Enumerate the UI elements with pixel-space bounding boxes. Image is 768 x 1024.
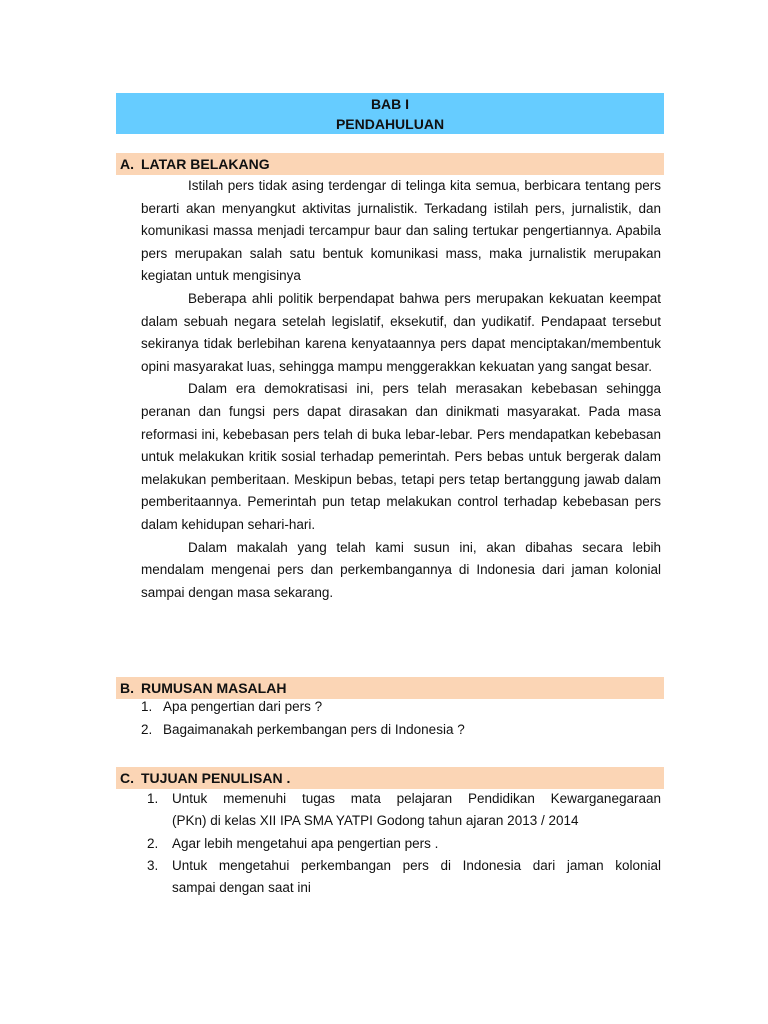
paragraph: Dalam makalah yang telah kami susun ini, akan dibahas secara lebih mendalam mengenai pers dan perkembangannya di Indonesia dari jaman kolonial sampai dengan masa sekarang. [141, 539, 661, 600]
list-number: 3. [147, 858, 159, 873]
list-number: 1. [147, 791, 159, 806]
list-text-line: Agar lebih mengetahui apa pengertian pers . [172, 836, 439, 851]
list-text-line: sampai dengan saat ini [172, 880, 311, 895]
list-text-line: (PKn) di kelas XII IPA SMA YATPI Godong tahun ajaran 2013 / 2014 [172, 813, 579, 828]
section-title: RUMUSAN MASALAH [141, 680, 287, 696]
list-text: Apa pengertian dari pers ? [163, 699, 323, 714]
list-text-line: Untuk memenuhi tugas mata pelajaran Pendidikan Kewarganegaraan [172, 791, 661, 806]
section-title: TUJUAN PENULISAN . [141, 770, 291, 786]
paragraph: Istilah pers tidak asing terdengar di telinga kita semua, berbicara tentang pers berarti akan menyangkut aktivitas jurnalistik. Terkadang istilah pers, jurnalistik, dan komunikasi massa menjadi tercampur baur dan saling tertukar pengertiannya. Apabila pers merupakan salah satu bentuk komunikasi mass, maka jurnalistik merupakan kegiatan untuk mengisinya [141, 178, 661, 284]
list-item [147, 788, 661, 834]
section-a-body [141, 175, 661, 604]
list-number: 1. [141, 699, 153, 714]
paragraph: Beberapa ahli politik berpendapat bahwa pers merupakan kekuatan keempat dalam sebuah negara setelah legislatif, eksekutif, dan yudikatif. Pendapaat tersebut sekiranya tidak berlebihan karena kenyataannya pers dapat menciptakan/membentuk opini masyarakat luas, sehingga mampu menggerakkan kekuatan yang sangat besar. [141, 290, 661, 374]
section-a-heading [116, 153, 664, 175]
chapter-title: PENDAHULUAN [335, 116, 445, 132]
list-item [147, 855, 661, 901]
section-title: LATAR BELAKANG [141, 156, 270, 172]
chapter-heading [116, 93, 664, 134]
section-letter: B. [120, 680, 134, 696]
list-item [147, 833, 661, 856]
list-text-line: Untuk mengetahui perkembangan pers di Indonesia dari jaman kolonial [172, 858, 661, 873]
section-letter: A. [120, 156, 134, 172]
section-letter: C. [120, 770, 134, 786]
list-text: Bagaimanakah perkembangan pers di Indonesia ? [163, 722, 465, 737]
section-c-heading [116, 767, 664, 789]
list-number: 2. [147, 836, 159, 851]
paragraph: Dalam era demokratisasi ini, pers telah merasakan kebebasan sehingga peranan dan fungsi pers dapat dirasakan dan dinikmati masyarakat. Pada masa reformasi ini, kebebasan pers telah di buka lebar-lebar. Pers mendapatkan kebebasan untuk melakukan kritik sosial terhadap pemerintah. Pers bebas untuk bergerak dalam melakukan pemberitaan. Meskipun bebas, tetapi pers tetap bertanggung jawab dalam pemberitaannya. Pemerintah pun tetap melakukan control terhadap kebebasan pers dalam kehidupan sehari-hari. [141, 381, 661, 532]
chapter-number: BAB I [370, 96, 410, 112]
list-number: 2. [141, 722, 153, 737]
